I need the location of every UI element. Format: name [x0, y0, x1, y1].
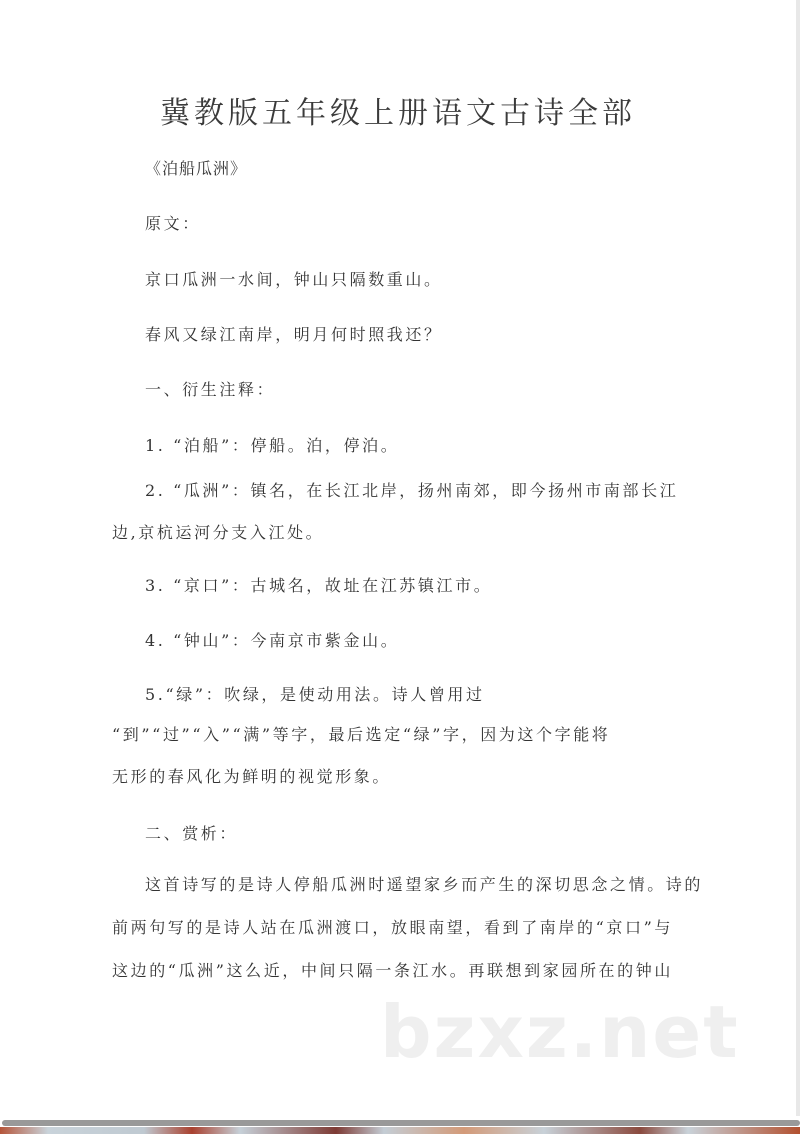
poem-title: 《泊船瓜洲》 [145, 159, 248, 178]
original-label: 原文： [145, 214, 201, 233]
note-item-continuation: 边,京杭运河分支入江处。 [112, 523, 325, 542]
note-item: 4. “钟山”：今南京市紫金山。 [145, 631, 400, 650]
note-item: 3. “京口”：古城名，故址在江苏镇江市。 [145, 576, 493, 595]
watermark: bzxz.net [380, 990, 740, 1074]
note-item: 2. “瓜洲”：镇名，在长江北岸，扬州南郊，即今扬州市南部长江 [145, 481, 679, 500]
note-item: 5.“绿”：吹绿，是使动用法。诗人曾用过 [145, 685, 485, 704]
notes-heading: 一、衍生注释： [145, 380, 276, 399]
analysis-heading: 二、赏析： [145, 824, 239, 843]
note-item-continuation: 无形的春风化为鲜明的视觉形象。 [112, 767, 392, 786]
analysis-paragraph-line: 这边的“瓜洲”这么近，中间只隔一条江水。再联想到家园所在的钟山 [112, 961, 673, 980]
analysis-paragraph-line: 这首诗写的是诗人停船瓜洲时遥望家乡而产生的深切思念之情。诗的 [145, 875, 704, 894]
note-item-continuation: “到”“过”“入”“满”等字，最后选定“绿”字，因为这个字能将 [112, 725, 611, 744]
poem-line: 京口瓜洲一水间，钟山只隔数重山。 [145, 270, 443, 289]
analysis-paragraph-line: 前两句写的是诗人站在瓜洲渡口，放眼南望，看到了南岸的“京口”与 [112, 918, 673, 937]
next-page-preview-strip [0, 1127, 800, 1134]
note-item: 1. “泊船”：停船。泊，停泊。 [145, 436, 400, 455]
horizontal-scrollbar-thumb[interactable] [2, 1120, 800, 1126]
document-title: 冀教版五年级上册语文古诗全部 [160, 96, 636, 132]
poem-line: 春风又绿江南岸，明月何时照我还？ [145, 325, 443, 344]
